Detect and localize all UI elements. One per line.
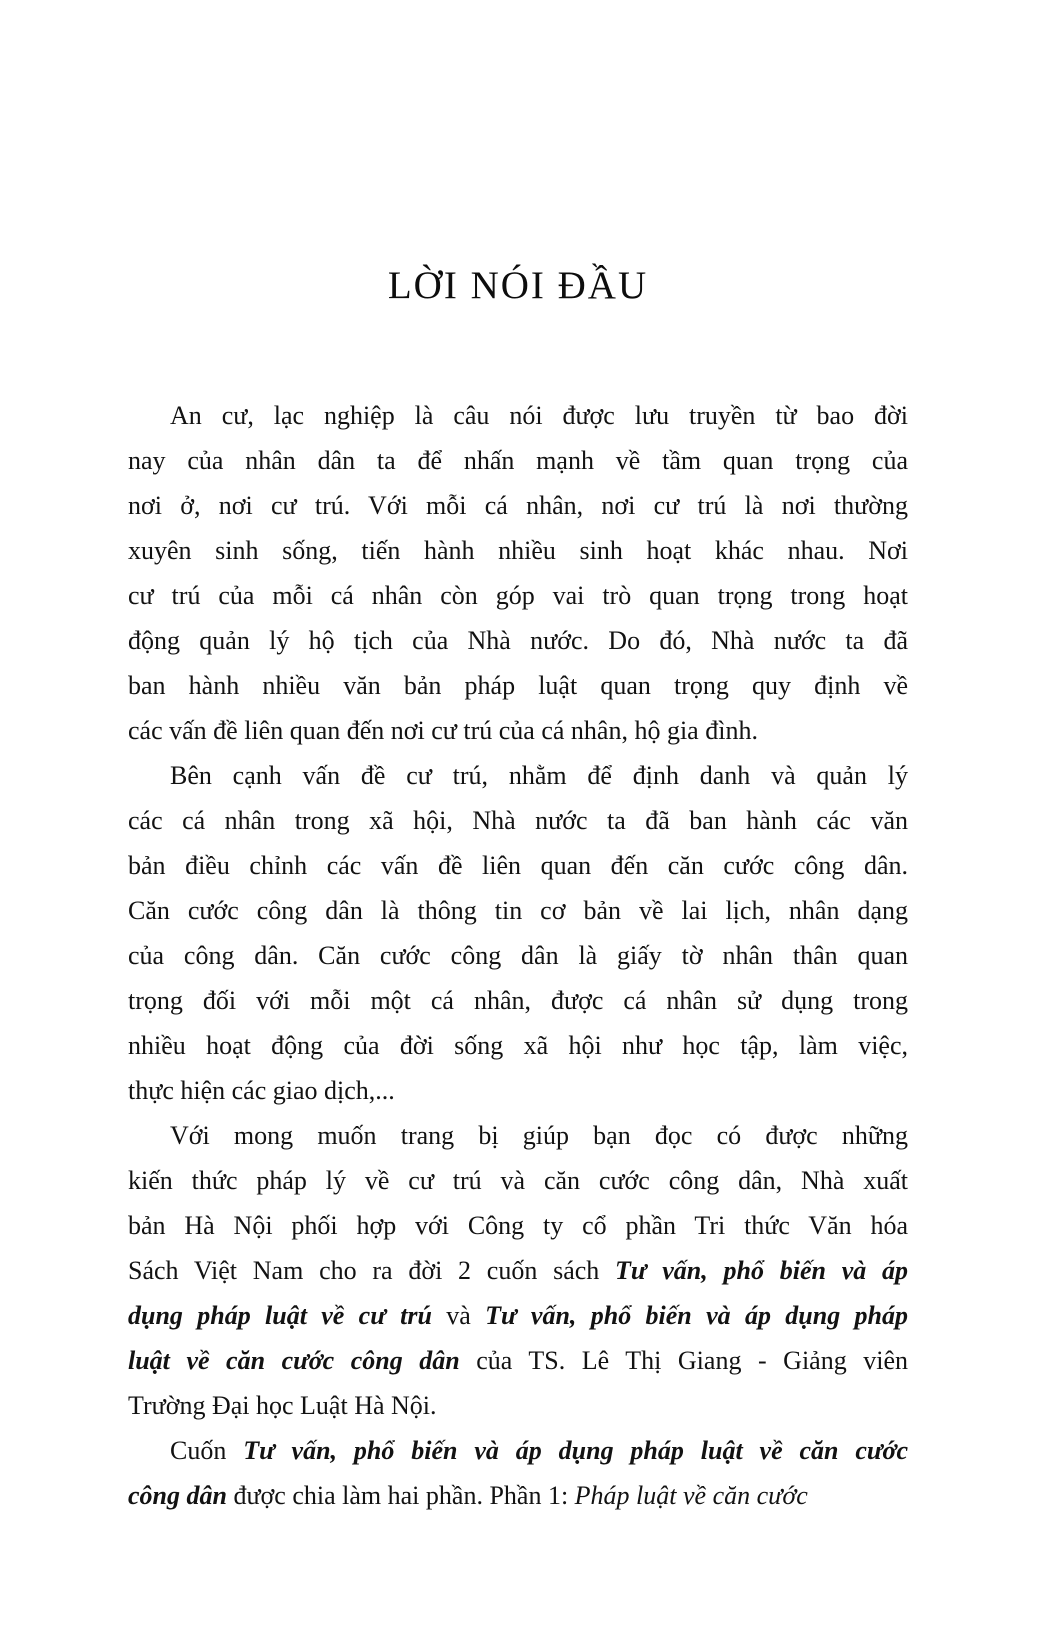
page-body bbox=[128, 393, 908, 1518]
text-segment: xuyên sinh sống, tiến hành nhiều sinh hoạt khác nhau. Nơi bbox=[128, 536, 908, 565]
text-line bbox=[128, 1248, 908, 1293]
text-segment: Tư vấn, phổ biến và áp dụng pháp bbox=[485, 1301, 908, 1330]
text-segment: động quản lý hộ tịch của Nhà nước. Do đó, Nhà nước ta đã bbox=[128, 626, 908, 655]
text-segment: cư trú của mỗi cá nhân còn góp vai trò quan trọng trong hoạt bbox=[128, 581, 908, 610]
text-segment: luật về căn cước công dân bbox=[128, 1346, 460, 1375]
text-segment: bản điều chỉnh các vấn đề liên quan đến căn cước công dân. bbox=[128, 851, 908, 880]
text-segment: các cá nhân trong xã hội, Nhà nước ta đã ban hành các văn bbox=[128, 806, 908, 835]
text-segment: Bên cạnh vấn đề cư trú, nhằm để định danh và quản lý bbox=[170, 761, 908, 790]
text-line bbox=[128, 1068, 908, 1113]
text-segment: trọng đối với mỗi một cá nhân, được cá nhân sử dụng trong bbox=[128, 986, 908, 1015]
text-line bbox=[128, 1428, 908, 1473]
text-line bbox=[128, 1383, 908, 1428]
text-segment: Tư vấn, phổ biến và áp bbox=[615, 1256, 908, 1285]
page-title: LỜI NÓI ĐẦU bbox=[387, 264, 649, 307]
text-segment: được chia làm hai phần. Phần 1: bbox=[226, 1481, 575, 1510]
text-line bbox=[128, 978, 908, 1023]
text-line bbox=[128, 1293, 908, 1338]
text-line bbox=[128, 1023, 908, 1068]
text-line bbox=[128, 843, 908, 888]
text-segment: ban hành nhiều văn bản pháp luật quan trọng quy định về bbox=[128, 671, 908, 700]
text-line bbox=[128, 528, 908, 573]
text-segment: các vấn đề liên quan đến nơi cư trú của cá nhân, hộ gia đình. bbox=[128, 716, 758, 745]
text-segment: nay của nhân dân ta để nhấn mạnh về tầm quan trọng của bbox=[128, 446, 908, 475]
text-line bbox=[128, 483, 908, 528]
text-segment: An cư, lạc nghiệp là câu nói được lưu truyền từ bao đời bbox=[170, 401, 908, 430]
text-line bbox=[128, 573, 908, 618]
text-segment: kiến thức pháp lý về cư trú và căn cước công dân, Nhà xuất bbox=[128, 1166, 908, 1195]
text-line bbox=[128, 708, 908, 753]
text-line bbox=[128, 1113, 908, 1158]
text-segment: nhiều hoạt động của đời sống xã hội như học tập, làm việc, bbox=[128, 1031, 908, 1060]
text-segment: Tư vấn, phổ biến và áp dụng pháp luật về căn cước bbox=[243, 1436, 908, 1465]
text-segment: Cuốn bbox=[170, 1436, 244, 1465]
text-line bbox=[128, 1203, 908, 1248]
text-line bbox=[128, 798, 908, 843]
text-segment: Căn cước công dân là thông tin cơ bản về lai lịch, nhân dạng bbox=[128, 896, 908, 925]
text-segment: Sách Việt Nam cho ra đời 2 cuốn sách bbox=[128, 1256, 616, 1285]
text-line bbox=[128, 888, 908, 933]
text-line bbox=[128, 663, 908, 708]
text-line bbox=[128, 1158, 908, 1203]
text-line bbox=[128, 393, 908, 438]
text-segment: Pháp luật về căn cước bbox=[574, 1481, 808, 1510]
text-line bbox=[128, 438, 908, 483]
text-segment: của công dân. Căn cước công dân là giấy tờ nhân thân quan bbox=[128, 941, 908, 970]
text-line bbox=[128, 1473, 908, 1518]
text-line bbox=[128, 933, 908, 978]
text-segment: Trường Đại học Luật Hà Nội. bbox=[128, 1391, 437, 1420]
text-segment: dụng pháp luật về cư trú bbox=[128, 1301, 432, 1330]
text-segment: nơi ở, nơi cư trú. Với mỗi cá nhân, nơi cư trú là nơi thường bbox=[128, 491, 908, 520]
text-segment: công dân bbox=[128, 1481, 227, 1510]
text-line bbox=[128, 618, 908, 663]
text-segment: của TS. Lê Thị Giang - Giảng viên bbox=[459, 1346, 909, 1375]
text-line bbox=[128, 753, 908, 798]
text-segment: bản Hà Nội phối hợp với Công ty cổ phần Tri thức Văn hóa bbox=[128, 1211, 908, 1240]
text-segment: thực hiện các giao dịch,... bbox=[128, 1076, 395, 1105]
text-line bbox=[128, 1338, 908, 1383]
text-segment: và bbox=[431, 1301, 486, 1330]
text-segment: Với mong muốn trang bị giúp bạn đọc có được những bbox=[170, 1121, 908, 1150]
